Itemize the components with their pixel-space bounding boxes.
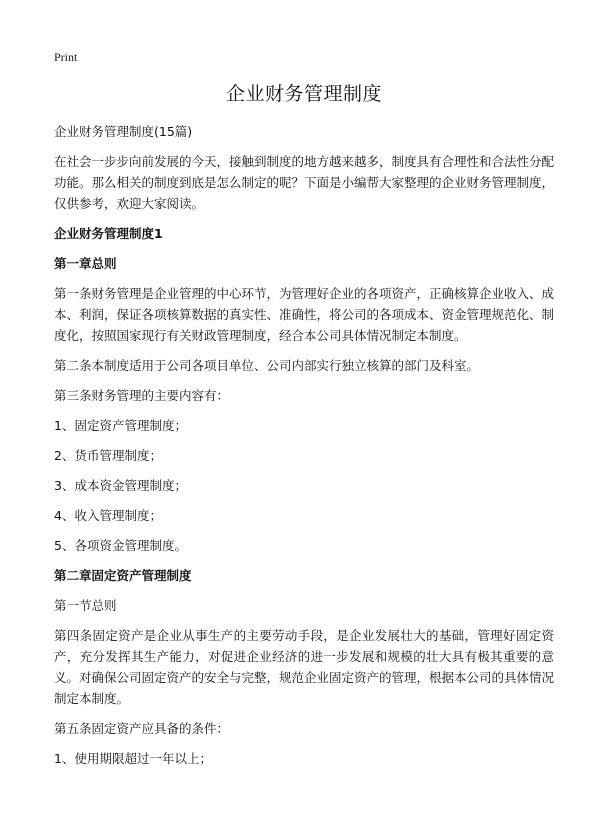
document-subtitle: 企业财务管理制度(15篇) bbox=[54, 124, 193, 139]
chapter-1-heading: 第一章总则 bbox=[54, 256, 117, 271]
list-item: 3、成本资金管理制度； bbox=[54, 478, 187, 493]
list-item: 4、收入管理制度； bbox=[54, 508, 162, 523]
intro-paragraph: 在社会一步步向前发展的今天，接触到制度的地方越来越多，制度具有合理性和合法性分配功能。那么相关的制度到底是怎么制定的呢？下面是小编帮大家整理的企业财务管理制度，仅供参考，欢迎大家阅读。 bbox=[54, 154, 555, 211]
list-item: 2、货币管理制度； bbox=[54, 448, 162, 463]
article-2: 第二条本制度适用于公司各项目单位、公司内部实行独立核算的部门及科室。 bbox=[54, 358, 480, 373]
condition-1: 1、使用期限超过一年以上； bbox=[54, 751, 212, 766]
article-1: 第一条财务管理是企业管理的中心环节，为管理好企业的各项资产，正确核算企业收入、成本、利润，保证各项核算数据的真实性、准确性，将公司的各项成本、资金管理规范化、制度化，按照国家现行有关财政管理制度，经合本公司具体情况制定本制度。 bbox=[54, 286, 555, 343]
list-item: 5、各项资金管理制度。 bbox=[54, 538, 187, 553]
document-title: 企业财务管理制度 bbox=[225, 83, 382, 105]
article-5: 第五条固定资产应具备的条件： bbox=[54, 721, 230, 736]
list-item: 1、固定资产管理制度； bbox=[54, 418, 187, 433]
article-4: 第四条固定资产是企业从事生产的主要劳动手段，是企业发展壮大的基础，管理好固定资产，充分发挥其生产能力，对促进企业经济的进一步发展和规模的壮大具有极其重要的意义。对确保公司固定资产的安全与完整，规范企业固定资产的管理，根据本公司的具体情况制定本制度。 bbox=[54, 628, 555, 706]
chapter-2-heading: 第二章固定资产管理制度 bbox=[54, 568, 192, 583]
section-1-heading: 第一节总则 bbox=[54, 598, 117, 613]
article-3: 第三条财务管理的主要内容有： bbox=[54, 388, 230, 403]
section-title: 企业财务管理制度1 bbox=[54, 226, 163, 241]
print-link[interactable]: Print bbox=[54, 50, 78, 64]
